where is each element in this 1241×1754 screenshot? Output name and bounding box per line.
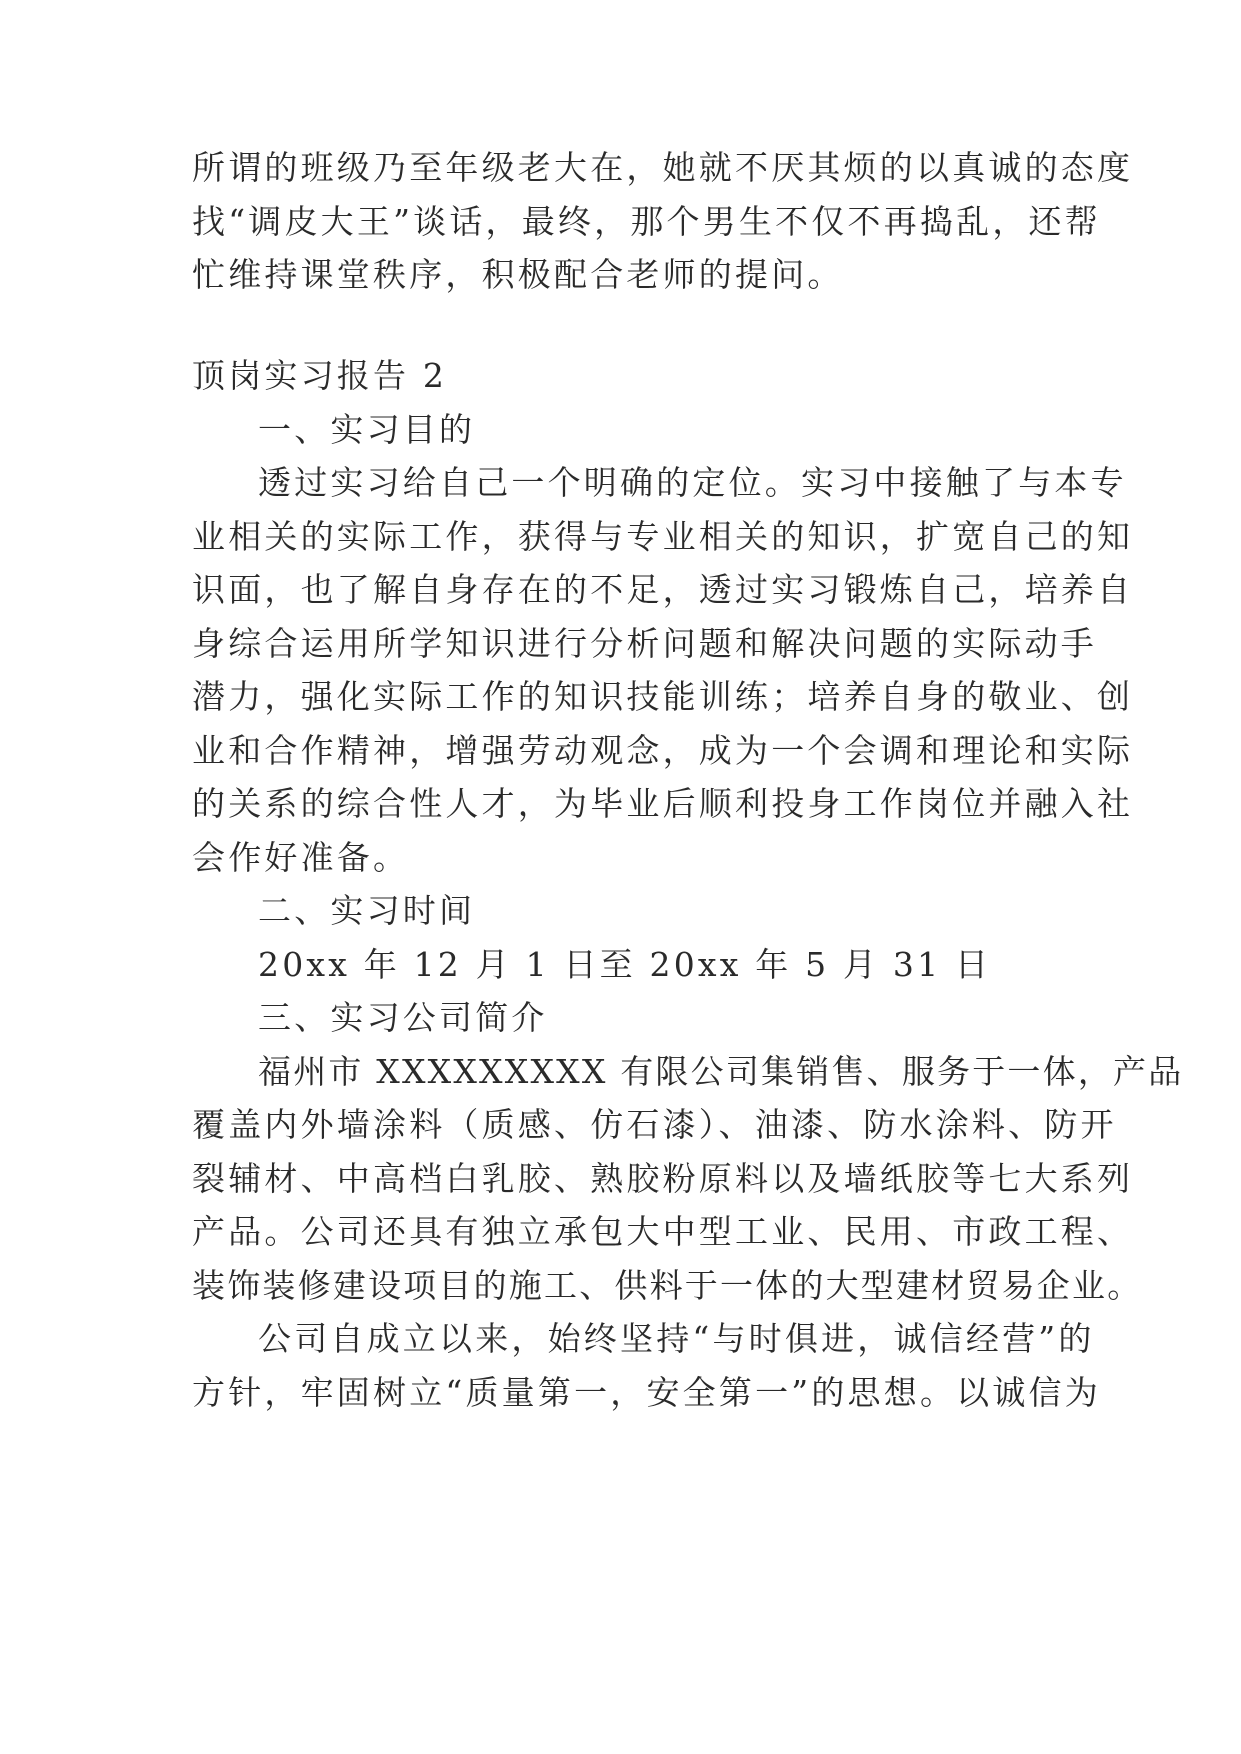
paragraph-line: 的关系的综合性人才，为毕业后顺利投身工作岗位并融入社 — [192, 784, 1134, 823]
section-heading: 三、实习公司简介 — [258, 998, 548, 1037]
paragraph-line: 公司自成立以来，始终坚持“与时俱进，诚信经营”的 — [258, 1319, 1095, 1358]
paragraph-line: 产品。公司还具有独立承包大中型工业、民用、市政工程、 — [192, 1212, 1134, 1251]
paragraph-line: 装饰装修建设项目的施工、供料于一体的大型建材贸易企业。 — [192, 1266, 1143, 1305]
paragraph-line: 找“调皮大王”谈话，最终，那个男生不仅不再捣乱，还帮 — [192, 202, 1101, 241]
paragraph-line: 透过实习给自己一个明确的定位。实习中接触了与本专 — [258, 463, 1127, 502]
paragraph-line: 身综合运用所学知识进行分析问题和解决问题的实际动手 — [192, 624, 1097, 663]
report-title: 顶岗实习报告 2 — [192, 356, 448, 395]
paragraph-line: 所谓的班级乃至年级老大在，她就不厌其烦的以真诚的态度 — [192, 148, 1134, 187]
paragraph-line: 会作好准备。 — [192, 838, 410, 877]
paragraph-line: 识面，也了解自身存在的不足，透过实习锻炼自己，培养自 — [192, 570, 1134, 609]
section-heading: 二、实习时间 — [258, 891, 476, 930]
date-range: 20xx 年 12 月 1 日至 20xx 年 5 月 31 日 — [258, 945, 992, 984]
paragraph-line: 业相关的实际工作，获得与专业相关的知识，扩宽自己的知 — [192, 517, 1134, 556]
paragraph-line: 覆盖内外墙涂料（质感、仿石漆）、油漆、防水涂料、防开 — [192, 1105, 1117, 1144]
paragraph-line: 潜力，强化实际工作的知识技能训练；培养自身的敬业、创 — [192, 677, 1134, 716]
section-heading: 一、实习目的 — [258, 410, 476, 449]
paragraph-line: 业和合作精神，增强劳动观念，成为一个会调和理论和实际 — [192, 731, 1134, 770]
paragraph-line: 福州市 XXXXXXXXX 有限公司集销售、服务于一体，产品 — [258, 1052, 1184, 1091]
paragraph-line: 方针，牢固树立“质量第一，安全第一”的思想。以诚信为 — [192, 1373, 1101, 1412]
paragraph-line: 裂辅材、中高档白乳胶、熟胶粉原料以及墙纸胶等七大系列 — [192, 1159, 1134, 1198]
paragraph-line: 忙维持课堂秩序，积极配合老师的提问。 — [192, 255, 844, 294]
